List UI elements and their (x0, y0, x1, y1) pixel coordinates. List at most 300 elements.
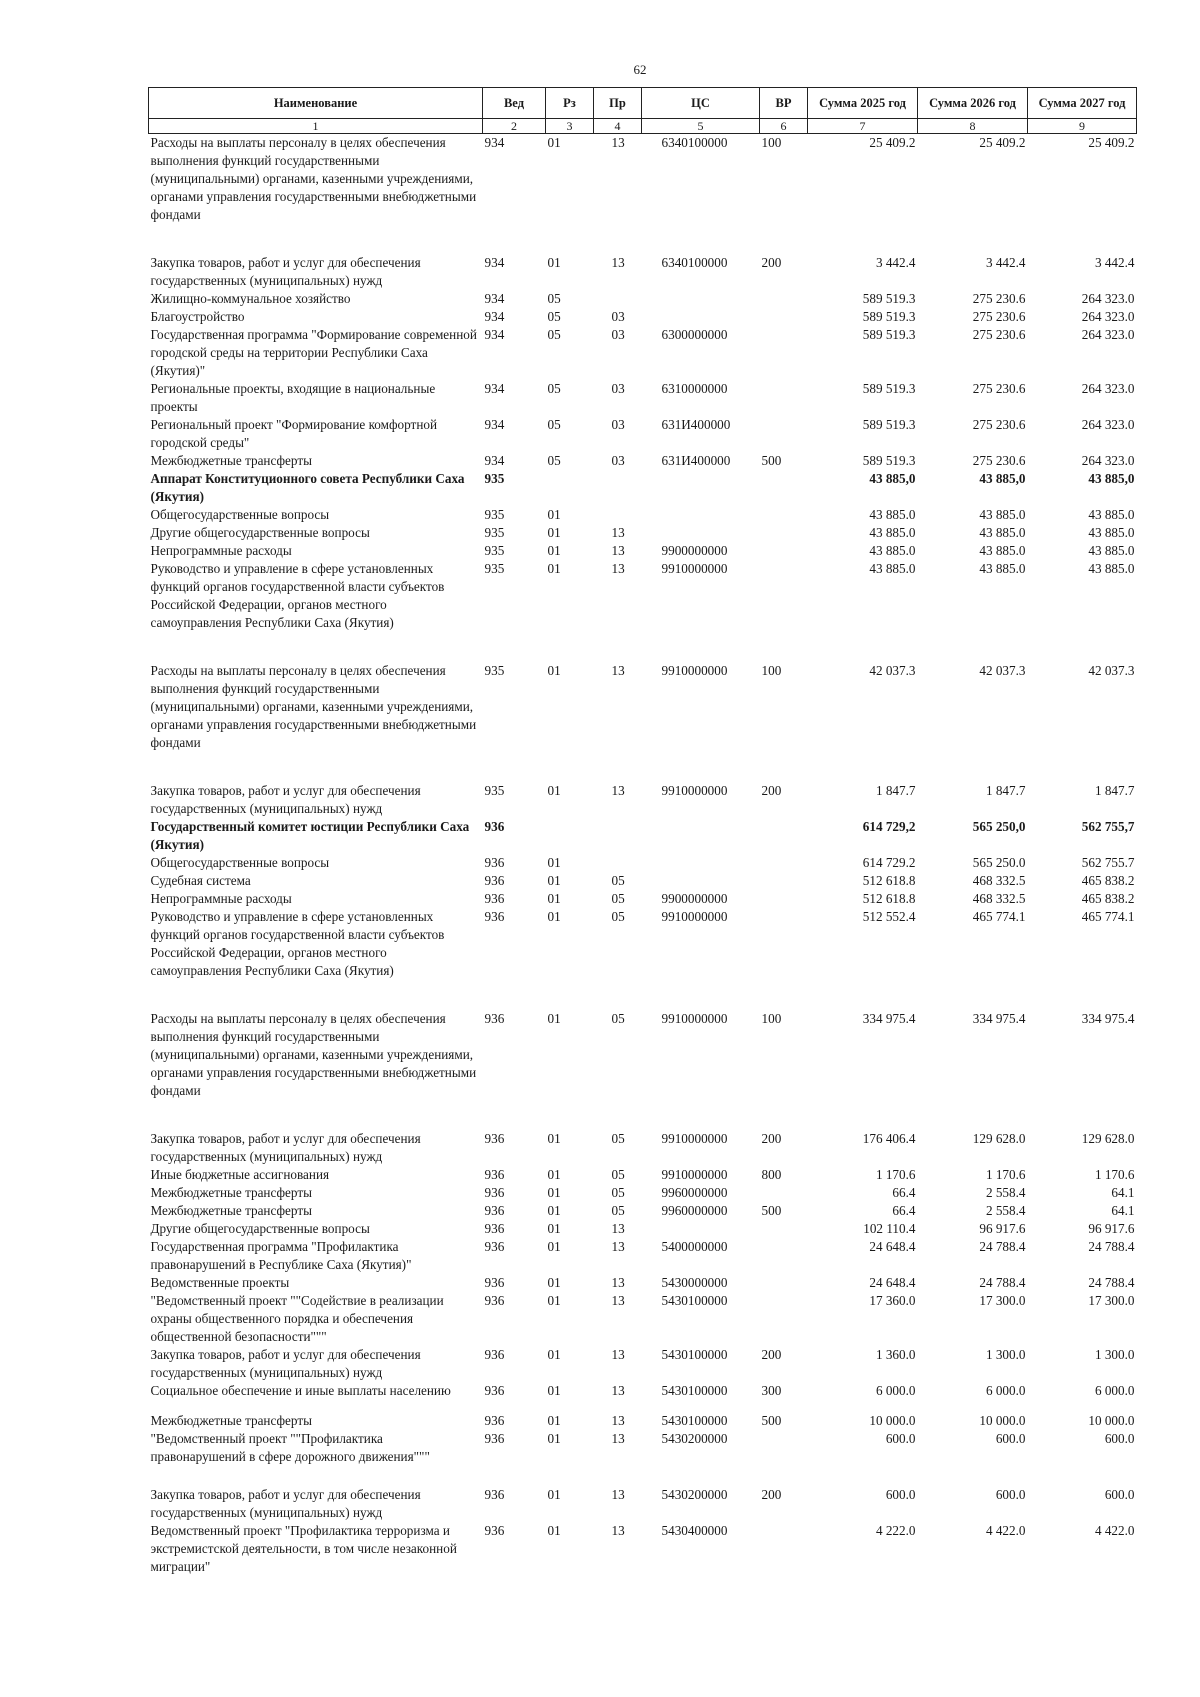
row-sum-2025: 589 519.3 (862, 453, 916, 468)
row-ved: 936 (484, 855, 505, 870)
table-row (149, 1412, 1137, 1430)
row-pr: 03 (611, 453, 625, 468)
header-row (149, 88, 1137, 119)
row-rz: 01 (547, 1011, 561, 1026)
col-number: 7 (808, 119, 918, 134)
row-sum-2027: 1 170.6 (1094, 1167, 1135, 1182)
row-pr: 13 (611, 1523, 625, 1538)
row-pr: 13 (611, 525, 625, 540)
col-header-sum-2026: Сумма 2026 год (918, 88, 1028, 119)
table-row (149, 872, 1137, 890)
row-sum-2025: 600.0 (885, 1487, 916, 1502)
row-sum-2027: 96 917.6 (1088, 1221, 1135, 1236)
row-name: "Ведомственный проект ""Профилактика правонарушений в сфере дорожного движения""" (150, 1431, 430, 1464)
table-row (149, 1166, 1137, 1184)
row-sum-2025: 24 648.4 (869, 1275, 916, 1290)
row-sum-2027: 43 885.0 (1088, 561, 1135, 576)
row-sum-2026: 25 409.2 (979, 135, 1026, 150)
row-rz: 01 (547, 1185, 561, 1200)
row-ved: 936 (484, 891, 505, 906)
row-cs: 6340100000 (661, 135, 728, 150)
row-rz: 01 (547, 855, 561, 870)
row-sum-2027: 1 300.0 (1094, 1347, 1135, 1362)
row-sum-2027: 264 323.0 (1081, 327, 1135, 342)
table-row (149, 1274, 1137, 1292)
row-sum-2025: 10 000.0 (869, 1413, 916, 1428)
row-rz: 01 (547, 873, 561, 888)
row-vr (760, 1184, 808, 1202)
row-rz: 01 (547, 891, 561, 906)
column-number-row (149, 119, 1137, 134)
row-sum-2025: 17 360.0 (869, 1293, 916, 1308)
row-sum-2027: 264 323.0 (1081, 381, 1135, 396)
row-pr: 05 (611, 909, 625, 924)
row-rz: 01 (547, 1221, 561, 1236)
row-vr: 300 (761, 1383, 782, 1398)
budget-table (148, 87, 1137, 1576)
row-sum-2025: 589 519.3 (862, 291, 916, 306)
row-name: Общегосударственные вопросы (150, 507, 330, 522)
row-sum-2025: 25 409.2 (869, 135, 916, 150)
row-cs (642, 1220, 760, 1238)
row-sum-2026: 2 558.4 (985, 1185, 1026, 1200)
row-name: Закупка товаров, работ и услуг для обеспечения государственных (муниципальных) нужд (150, 1347, 421, 1380)
row-rz: 01 (547, 1131, 561, 1146)
row-sum-2025: 600.0 (885, 1431, 916, 1446)
row-vr (760, 308, 808, 326)
row-sum-2026: 4 422.0 (985, 1523, 1026, 1538)
row-sum-2027: 43 885.0 (1088, 525, 1135, 540)
row-sum-2026: 465 774.1 (972, 909, 1026, 924)
row-name: Государственный комитет юстиции Республики Саха (Якутия) (150, 819, 470, 852)
row-sum-2026: 6 000.0 (985, 1383, 1026, 1398)
table-row (149, 1130, 1137, 1166)
row-vr (760, 854, 808, 872)
row-vr (760, 524, 808, 542)
row-pr: 13 (611, 1293, 625, 1308)
row-ved: 934 (484, 417, 505, 432)
row-sum-2026: 334 975.4 (972, 1011, 1026, 1026)
row-cs: 9910000000 (661, 783, 728, 798)
row-pr: 13 (611, 783, 625, 798)
row-vr (760, 1220, 808, 1238)
row-name: Общегосударственные вопросы (150, 855, 330, 870)
row-pr: 05 (611, 1167, 625, 1182)
row-ved: 936 (484, 1185, 505, 1200)
row-rz: 01 (547, 255, 561, 270)
table-row (149, 1184, 1137, 1202)
row-sum-2027: 6 000.0 (1094, 1383, 1135, 1398)
row-pr: 05 (611, 873, 625, 888)
row-vr (760, 1274, 808, 1292)
row-cs: 9910000000 (661, 909, 728, 924)
row-sum-2027: 24 788.4 (1088, 1239, 1135, 1254)
row-ved: 934 (484, 327, 505, 342)
page-number: 62 (633, 62, 647, 77)
row-sum-2025: 589 519.3 (862, 309, 916, 324)
row-vr: 500 (761, 1413, 782, 1428)
row-ved: 936 (484, 1221, 505, 1236)
row-name: Аппарат Конституционного совета Республики Саха (Якутия) (150, 471, 465, 504)
row-sum-2027: 465 774.1 (1081, 909, 1135, 924)
row-vr: 500 (761, 1203, 782, 1218)
row-name: Судебная система (150, 873, 251, 888)
table-row (149, 908, 1137, 1010)
row-vr: 200 (761, 1131, 782, 1146)
row-sum-2027: 3 442.4 (1094, 255, 1135, 270)
row-sum-2025: 614 729.2 (862, 855, 916, 870)
row-cs: 5430100000 (661, 1347, 728, 1362)
row-ved: 936 (484, 873, 505, 888)
row-ved: 936 (484, 1347, 505, 1362)
row-pr: 13 (611, 1487, 625, 1502)
table-row (149, 134, 1137, 255)
row-pr: 13 (611, 1413, 625, 1428)
row-ved: 936 (484, 1487, 505, 1502)
row-cs: 9900000000 (661, 891, 728, 906)
row-name: "Ведомственный проект ""Содействие в реализации охраны общественного порядка и обеспечения общественной безопасности""" (150, 1293, 444, 1344)
col-number: 2 (483, 119, 546, 134)
row-sum-2025: 43 885.0 (869, 561, 916, 576)
row-vr: 500 (761, 453, 782, 468)
row-ved: 934 (484, 381, 505, 396)
row-ved: 936 (484, 1431, 505, 1446)
table-row (149, 1220, 1137, 1238)
row-vr (760, 908, 808, 1010)
row-name: Благоустройство (150, 309, 245, 324)
row-pr: 03 (611, 309, 625, 324)
row-cs (642, 308, 760, 326)
row-sum-2027: 264 323.0 (1081, 453, 1135, 468)
row-ved: 935 (484, 561, 505, 576)
row-pr: 05 (611, 1011, 625, 1026)
row-sum-2025: 334 975.4 (862, 1011, 916, 1026)
row-ved: 936 (484, 909, 505, 924)
row-rz: 01 (547, 1431, 561, 1446)
row-ved: 935 (484, 507, 505, 522)
row-rz: 01 (547, 1239, 561, 1254)
row-sum-2027: 1 847.7 (1094, 783, 1135, 798)
row-ved: 934 (484, 291, 505, 306)
row-sum-2025: 589 519.3 (862, 417, 916, 432)
table-row (149, 782, 1137, 818)
row-pr: 03 (611, 381, 625, 396)
row-name: Расходы на выплаты персоналу в целях обеспечения выполнения функций государственными (муниципальными) органами, казенными учреждениями, органами управления государственными внебюджетными фондами (150, 1011, 477, 1098)
row-sum-2027: 64.1 (1111, 1185, 1135, 1200)
row-sum-2026: 10 000.0 (979, 1413, 1026, 1428)
row-sum-2026: 468 332.5 (972, 873, 1026, 888)
row-sum-2025: 43 885.0 (869, 525, 916, 540)
row-sum-2026: 565 250.0 (972, 855, 1026, 870)
row-sum-2027: 25 409.2 (1088, 135, 1135, 150)
row-rz: 01 (547, 135, 561, 150)
row-name: Межбюджетные трансферты (150, 1413, 312, 1428)
row-name: Непрограммные расходы (150, 543, 292, 558)
row-sum-2025: 589 519.3 (862, 381, 916, 396)
row-sum-2027: 43 885.0 (1088, 507, 1135, 522)
row-sum-2027: 24 788.4 (1088, 1275, 1135, 1290)
row-cs: 5400000000 (661, 1239, 728, 1254)
col-number: 9 (1028, 119, 1137, 134)
row-sum-2026: 565 250,0 (972, 819, 1026, 834)
col-header-rz: Рз (546, 88, 594, 119)
row-sum-2027: 17 300.0 (1088, 1293, 1135, 1308)
row-cs: 5430000000 (661, 1275, 728, 1290)
row-vr (760, 470, 808, 506)
row-sum-2025: 3 442.4 (875, 255, 916, 270)
row-vr (760, 1292, 808, 1346)
row-vr (760, 872, 808, 890)
row-name: Региональный проект "Формирование комфортной городской среды" (150, 417, 438, 450)
row-name: Региональные проекты, входящие в национальные проекты (150, 381, 436, 414)
table-row (149, 326, 1137, 380)
row-rz: 01 (547, 1293, 561, 1308)
row-sum-2026: 1 170.6 (985, 1167, 1026, 1182)
row-rz: 05 (547, 327, 561, 342)
row-vr (760, 1522, 808, 1576)
row-pr: 05 (611, 1203, 625, 1218)
row-pr: 03 (611, 327, 625, 342)
row-cs: 9910000000 (661, 1131, 728, 1146)
table-body (149, 134, 1137, 1577)
row-sum-2025: 176 406.4 (862, 1131, 916, 1146)
row-sum-2027: 600.0 (1104, 1487, 1135, 1502)
row-sum-2027: 64.1 (1111, 1203, 1135, 1218)
row-ved: 936 (484, 1275, 505, 1290)
row-pr: 13 (611, 663, 625, 678)
row-name: Ведомственные проекты (150, 1275, 290, 1290)
row-name: Расходы на выплаты персоналу в целях обеспечения выполнения функций государственными (муниципальными) органами, казенными учреждениями, органами управления государственными внебюджетными фондами (150, 135, 477, 222)
row-rz: 01 (547, 1413, 561, 1428)
row-name: Государственная программа "Профилактика правонарушений в Республике Саха (Якутия)" (150, 1239, 412, 1272)
row-sum-2025: 24 648.4 (869, 1239, 916, 1254)
row-cs: 5430400000 (661, 1523, 728, 1538)
row-sum-2025: 43 885.0 (869, 507, 916, 522)
row-rz: 01 (547, 1487, 561, 1502)
row-cs: 9960000000 (661, 1185, 728, 1200)
col-number: 3 (546, 119, 594, 134)
row-rz: 01 (547, 663, 561, 678)
table-row (149, 308, 1137, 326)
row-pr: 13 (611, 1275, 625, 1290)
row-rz: 01 (547, 1383, 561, 1398)
row-pr: 13 (611, 135, 625, 150)
row-sum-2027: 562 755.7 (1081, 855, 1135, 870)
row-cs: 6340100000 (661, 255, 728, 270)
row-rz: 05 (547, 381, 561, 396)
row-pr (594, 818, 642, 854)
row-name: Иные бюджетные ассигнования (150, 1167, 330, 1182)
table-row (149, 290, 1137, 308)
row-name: Другие общегосударственные вопросы (150, 525, 370, 540)
row-ved: 936 (484, 1523, 505, 1538)
row-ved: 935 (484, 525, 505, 540)
row-cs: 9960000000 (661, 1203, 728, 1218)
row-ved: 936 (484, 1239, 505, 1254)
table-row (149, 1010, 1137, 1130)
table-row (149, 452, 1137, 470)
row-name: Закупка товаров, работ и услуг для обеспечения государственных (муниципальных) нужд (150, 1487, 421, 1520)
row-sum-2025: 4 222.0 (875, 1523, 916, 1538)
row-name: Ведомственный проект "Профилактика терроризма и экстремистской деятельности, в том числе незаконной миграции" (150, 1523, 457, 1574)
row-rz: 01 (547, 783, 561, 798)
row-sum-2026: 43 885.0 (979, 507, 1026, 522)
row-rz: 01 (547, 1203, 561, 1218)
row-sum-2026: 275 230.6 (972, 453, 1026, 468)
row-sum-2025: 6 000.0 (875, 1383, 916, 1398)
row-ved: 936 (484, 1131, 505, 1146)
row-cs (642, 290, 760, 308)
row-sum-2026: 42 037.3 (979, 663, 1026, 678)
row-name: Межбюджетные трансферты (150, 1203, 312, 1218)
table-row (149, 524, 1137, 542)
row-vr: 100 (761, 663, 782, 678)
row-pr (594, 290, 642, 308)
row-pr: 13 (611, 543, 625, 558)
row-sum-2026: 600.0 (995, 1431, 1026, 1446)
table-row (149, 560, 1137, 662)
table-row (149, 506, 1137, 524)
row-name: Закупка товаров, работ и услуг для обеспечения государственных (муниципальных) нужд (150, 255, 421, 288)
row-name: Социальное обеспечение и иные выплаты населению (150, 1383, 451, 1398)
row-vr: 200 (761, 783, 782, 798)
table-row (149, 662, 1137, 782)
row-cs: 5430100000 (661, 1293, 728, 1308)
row-rz: 01 (547, 1347, 561, 1362)
row-sum-2025: 42 037.3 (869, 663, 916, 678)
row-sum-2026: 468 332.5 (972, 891, 1026, 906)
table-row (149, 1382, 1137, 1412)
row-sum-2025: 512 552.4 (862, 909, 916, 924)
row-cs: 5430100000 (661, 1413, 728, 1428)
col-header-cs: ЦС (642, 88, 760, 119)
row-sum-2025: 1 847.7 (875, 783, 916, 798)
row-sum-2027: 4 422.0 (1094, 1523, 1135, 1538)
row-sum-2027: 465 838.2 (1081, 873, 1135, 888)
col-number: 8 (918, 119, 1028, 134)
row-vr (760, 506, 808, 524)
row-sum-2027: 129 628.0 (1081, 1131, 1135, 1146)
row-name: Закупка товаров, работ и услуг для обеспечения государственных (муниципальных) нужд (150, 783, 421, 816)
row-cs (642, 818, 760, 854)
row-sum-2027: 264 323.0 (1081, 309, 1135, 324)
row-sum-2027: 562 755,7 (1081, 819, 1135, 834)
row-sum-2027: 264 323.0 (1081, 291, 1135, 306)
row-ved: 936 (484, 1293, 505, 1308)
col-header-sum-2025: Сумма 2025 год (808, 88, 918, 119)
row-sum-2027: 10 000.0 (1088, 1413, 1135, 1428)
row-rz: 01 (547, 507, 561, 522)
row-pr: 13 (611, 1239, 625, 1254)
row-cs (642, 854, 760, 872)
row-sum-2025: 589 519.3 (862, 327, 916, 342)
row-vr (760, 542, 808, 560)
table-row (149, 1202, 1137, 1220)
row-sum-2026: 275 230.6 (972, 327, 1026, 342)
table-row (149, 1486, 1137, 1522)
row-rz (546, 818, 594, 854)
row-sum-2026: 3 442.4 (985, 255, 1026, 270)
row-sum-2027: 600.0 (1104, 1431, 1135, 1446)
row-sum-2026: 275 230.6 (972, 381, 1026, 396)
row-cs (642, 524, 760, 542)
row-ved: 934 (484, 309, 505, 324)
row-cs: 9910000000 (661, 1011, 728, 1026)
col-header-sum-2027: Сумма 2027 год (1028, 88, 1137, 119)
row-name: Другие общегосударственные вопросы (150, 1221, 370, 1236)
row-sum-2026: 2 558.4 (985, 1203, 1026, 1218)
col-header-pr: Пр (594, 88, 642, 119)
table-row (149, 470, 1137, 506)
row-rz: 01 (547, 561, 561, 576)
row-pr: 13 (611, 255, 625, 270)
row-ved: 934 (484, 453, 505, 468)
table-row (149, 1522, 1137, 1576)
row-vr: 200 (761, 1487, 782, 1502)
row-ved: 936 (484, 819, 505, 834)
col-number: 6 (760, 119, 808, 134)
col-number: 5 (642, 119, 760, 134)
row-sum-2025: 1 360.0 (875, 1347, 916, 1362)
row-name: Расходы на выплаты персоналу в целях обеспечения выполнения функций государственными (муниципальными) органами, казенными учреждениями, органами управления государственными внебюджетными фондами (150, 663, 477, 750)
row-sum-2025: 512 618.8 (862, 873, 916, 888)
row-vr (760, 1430, 808, 1486)
row-vr (760, 380, 808, 416)
row-name: Руководство и управление в сфере установленных функций органов государственной власти субъектов Российской Федерации, органов местного самоуправления Республики Саха (Якутия) (150, 561, 445, 630)
table-row (149, 1238, 1137, 1274)
row-name: Государственная программа "Формирование современной городской среды на территории Республики Саха (Якутия)" (150, 327, 477, 378)
table-row (149, 890, 1137, 908)
row-sum-2026: 96 917.6 (979, 1221, 1026, 1236)
row-sum-2025: 66.4 (892, 1185, 916, 1200)
row-sum-2025: 66.4 (892, 1203, 916, 1218)
row-sum-2027: 43 885,0 (1088, 471, 1135, 486)
row-ved: 935 (484, 663, 505, 678)
row-sum-2026: 17 300.0 (979, 1293, 1026, 1308)
row-sum-2027: 334 975.4 (1081, 1011, 1135, 1026)
row-ved: 936 (484, 1167, 505, 1182)
row-sum-2026: 275 230.6 (972, 291, 1026, 306)
row-sum-2027: 43 885.0 (1088, 543, 1135, 558)
table-row (149, 416, 1137, 452)
row-rz: 01 (547, 909, 561, 924)
row-vr (760, 560, 808, 662)
row-sum-2026: 43 885.0 (979, 525, 1026, 540)
row-ved: 936 (484, 1203, 505, 1218)
row-sum-2026: 43 885.0 (979, 543, 1026, 558)
row-ved: 934 (484, 255, 505, 270)
row-ved: 936 (484, 1413, 505, 1428)
row-name: Закупка товаров, работ и услуг для обеспечения государственных (муниципальных) нужд (150, 1131, 421, 1164)
row-pr: 05 (611, 1131, 625, 1146)
row-sum-2027: 264 323.0 (1081, 417, 1135, 432)
table-row (149, 854, 1137, 872)
row-pr (594, 854, 642, 872)
row-cs: 5430200000 (661, 1487, 728, 1502)
row-vr: 200 (761, 1347, 782, 1362)
row-rz: 01 (547, 1523, 561, 1538)
row-cs: 9900000000 (661, 543, 728, 558)
row-sum-2025: 1 170.6 (875, 1167, 916, 1182)
row-pr: 13 (611, 1383, 625, 1398)
row-cs: 631И400000 (661, 417, 731, 432)
row-name: Межбюджетные трансферты (150, 453, 312, 468)
row-sum-2026: 129 628.0 (972, 1131, 1026, 1146)
row-vr (760, 290, 808, 308)
table-row (149, 818, 1137, 854)
row-cs: 9910000000 (661, 561, 728, 576)
row-sum-2025: 614 729,2 (862, 819, 916, 834)
